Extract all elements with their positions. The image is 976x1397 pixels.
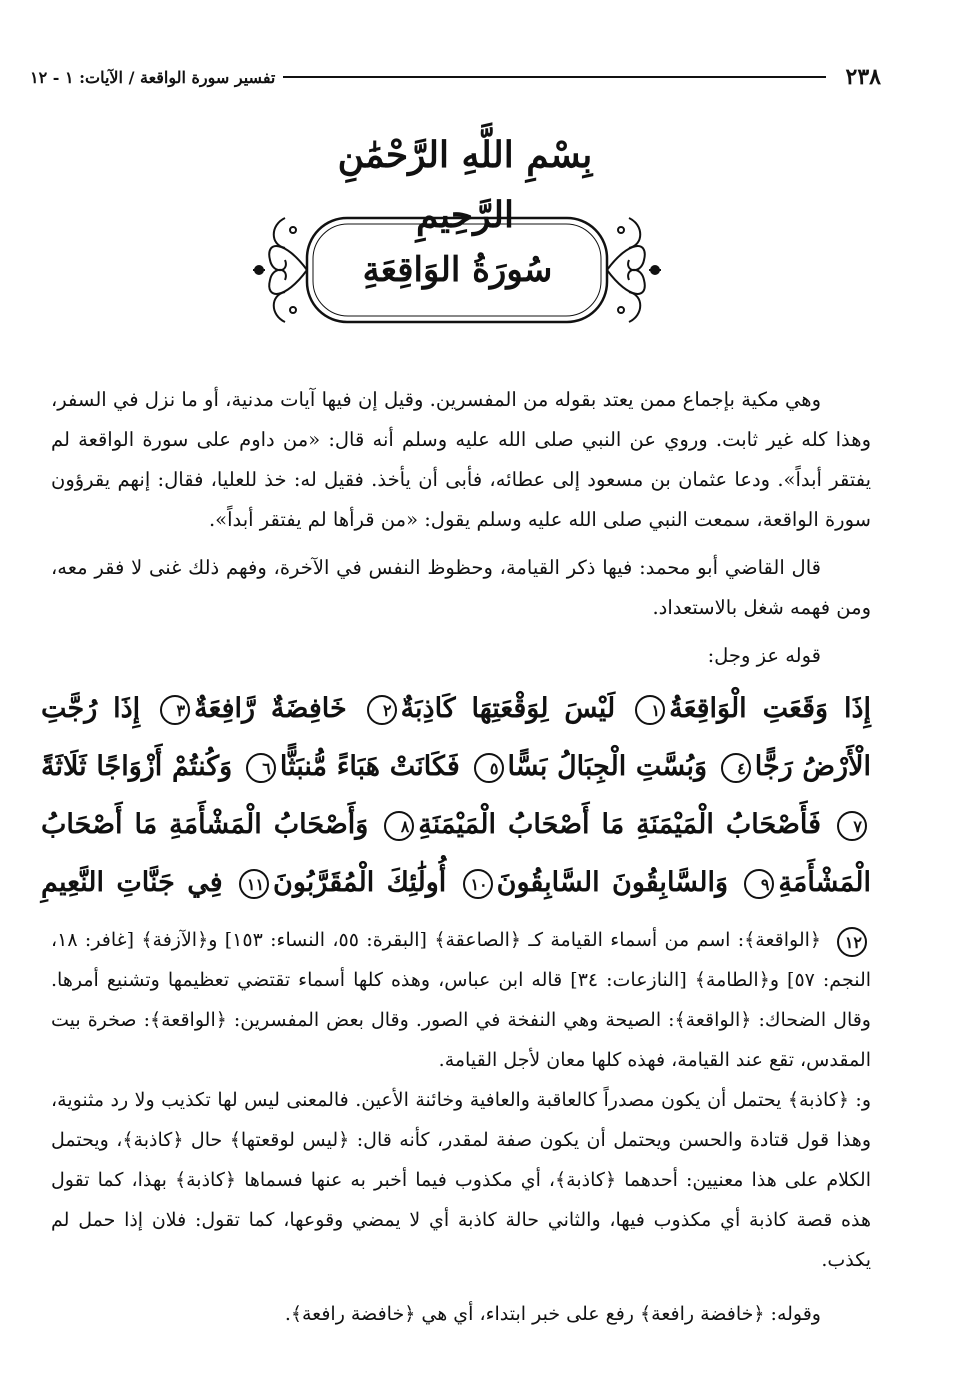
verse-text: وَبُسَّتِ الْجِبَالُ بَسًّا (507, 751, 708, 782)
verse-text: خَافِضَةٌ رَّافِعَةٌ (194, 693, 347, 724)
verse-number-marker: ٩ (744, 869, 774, 899)
running-header (30, 62, 881, 92)
header-rule (283, 76, 825, 78)
commentary-paragraph: و: ﴿كاذبة﴾ يحتمل أن يكون مصدراً كالعاقبة والعافية وخائنة الأعين. فالمعنى ليس لها تكذيب ولا رد مثنوية، وهذا قول قتادة والحسن ويحتمل أن يكون صفة لمقدر، كأنه قال: ﴿ليس لوقعتها﴾ حال ﴿كاذبة﴾، ويحتمل الكلام على هذا معنيين: أحدهما ﴿كاذبة﴾، أي مكذوب فيما أخبر به عنها فسماها ﴿كاذبة﴾ بهذا، كما تقول هذه قصة كاذبة أي مكذوب فيها، والثاني حالة كاذبة أي لا يمضي وقوعها، كما تقول: فلان إذا حمل لم يكذب. (51, 1089, 871, 1271)
verse-number-marker: ١٢ (837, 927, 867, 957)
running-title: تفسير سورة الواقعة / الآيات: ١ - ١٢ (30, 67, 276, 87)
verse-text: فَكَانَتْ هَبَاءً مُّنبَثًّا (279, 751, 460, 782)
verse-number-marker: ١ (635, 695, 665, 725)
commentary-paragraph: وقوله: ﴿خافضة رافعة﴾ رفع على خبر ابتداء، أي هي ﴿خافضة رافعة﴾. (284, 1303, 821, 1325)
intro-paragraph: قال القاضي أبو محمد: فيها ذكر القيامة، وحظوظ النفس في الآخرة، وفهم ذلك غنى لا فقر معه، ومن فهمه شغل بالاستعداد. (51, 556, 871, 619)
surah-title: سُورَةُ الوَاقِعَةِ (362, 250, 553, 290)
verse-number-marker: ١٠ (463, 869, 493, 899)
verse-number-marker: ٣ (160, 695, 190, 725)
verse-text: وَكُنتُمْ أَزْوَاجًا ثَلَاثَةً (41, 751, 233, 782)
commentary (51, 920, 871, 1334)
verse-text: فِي جَنَّاتِ النَّعِيمِ (41, 867, 223, 898)
verse-text: وَأَصْحَابُ الْمَشْأَمَةِ مَا أَصْحَابُ الْمَشْأَمَةِ (41, 809, 871, 898)
basmala: بِسْمِ اللَّهِ الرَّحْمَٰنِ الرَّحِيمِ (337, 134, 593, 236)
verse-number-marker: ٤ (721, 753, 751, 783)
intro-paragraph: وهي مكية بإجماع ممن يعتد بقوله من المفسرين. وقيل إن فيها آيات مدنية، أو ما نزل في السفر، وهذا كله غير ثابت. وروي عن النبي صلى الله عليه وسلم أنه قال: «من داوم على سورة الواقعة لم يفتقر أبداً». ودعا عثمان بن مسعود إلى عطائه، فأبى أن يأخذ. فقيل له: خذ للعليا، فقال: إنهم يقرؤون سورة الواقعة، سمعت النبي صلى الله عليه وسلم يقول: «من قرأها لم يفتقر أبداً». (51, 388, 871, 531)
verse-text: وَالسَّابِقُونَ السَّابِقُونَ (496, 867, 729, 898)
verse-number-marker: ٥ (474, 753, 504, 783)
page-number: ٢٣٨ (845, 64, 881, 90)
verse-number-marker: ٦ (246, 753, 276, 783)
verse-text: لَيْسَ لِوَقْعَتِهَا كَاذِبَةٌ (400, 693, 616, 724)
verse-text: فَأَصْحَابُ الْمَيْمَنَةِ مَا أَصْحَابُ الْمَيْمَنَةِ (418, 809, 822, 840)
verse-number-marker: ٧ (837, 811, 867, 841)
commentary-paragraph: ﴿الواقعة﴾: اسم من أسماء القيامة كـ ﴿الصاعقة﴾ [البقرة: ٥٥، النساء: ١٥٣] و﴿الآزفة﴾ [غافر: ١٨، النجم: ٥٧] و﴿الطامة﴾ [النازعات: ٣٤] قاله ابن عباس، وهذه كلها أسماء تقتضي تعظيمها وتشنيع أمرها. وقال الضحاك: ﴿الواقعة﴾: الصيحة وهي النفخة في الصور. وقال بعض المفسرين: ﴿الواقعة﴾: صخرة بيت المقدس، تقع عند القيامة، فهذه كلها معان لأجل القيامة. (51, 929, 872, 1071)
verse-number-marker: ١١ (239, 869, 269, 899)
verse-number-marker: ٢ (367, 695, 397, 725)
introduction (51, 380, 871, 676)
verse-text: أُولَٰئِكَ الْمُقَرَّبُونَ (273, 867, 447, 898)
verse-text: إِذَا رُجَّتِ الْأَرْضُ رَجًّا (41, 693, 871, 782)
verse-number-marker: ٨ (384, 811, 414, 841)
verse-lead-in: قوله عز وجل: (707, 644, 821, 667)
verse-text: إِذَا وَقَعَتِ الْوَاقِعَةُ (669, 693, 871, 724)
surah-title-frame (245, 200, 670, 340)
